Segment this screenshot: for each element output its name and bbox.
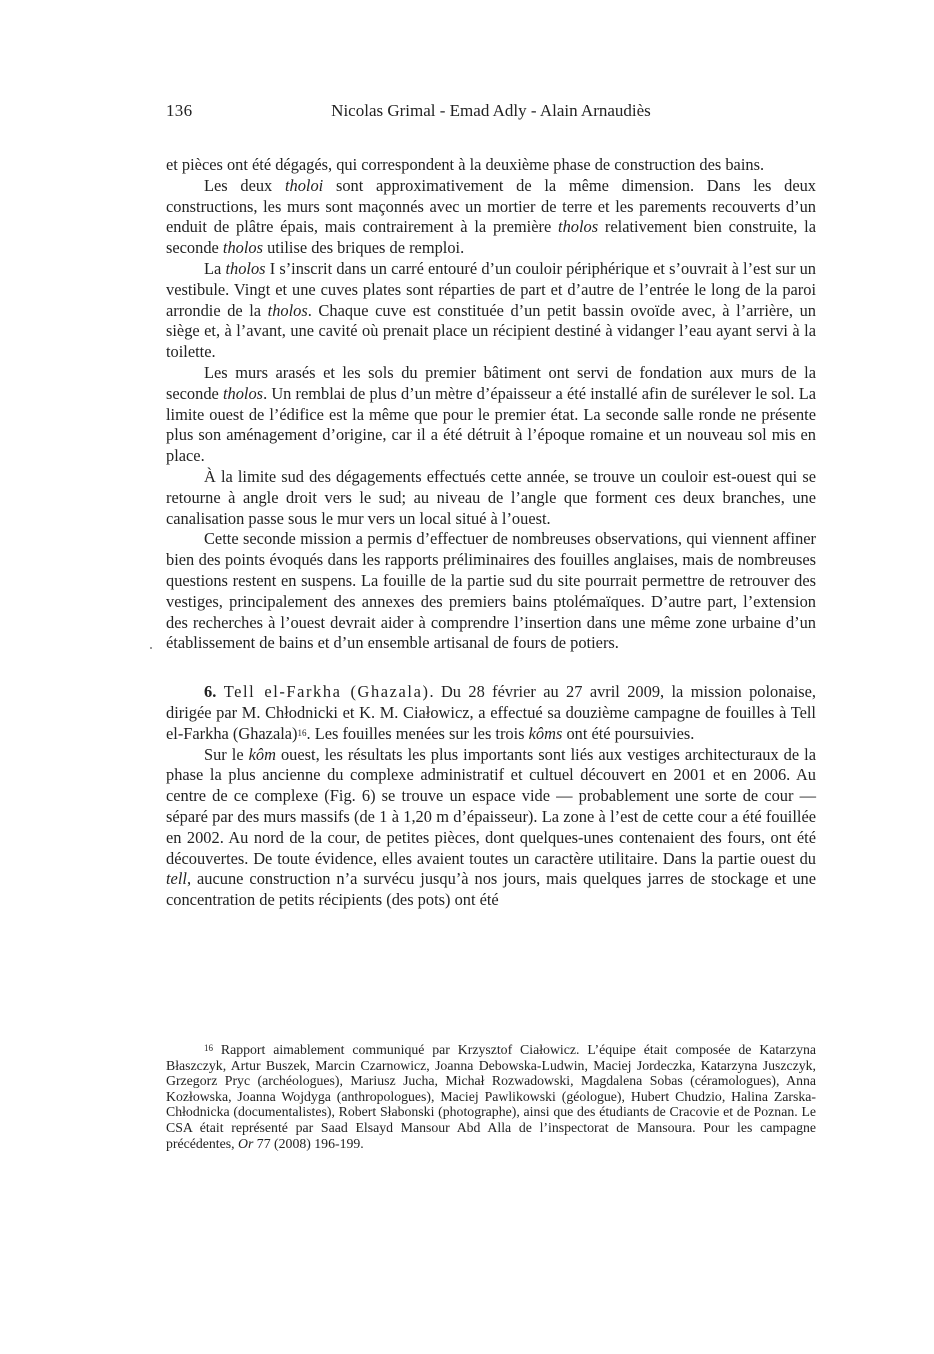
footnote-16: $^{16}$ Rapport aimablement communiqué par Krzysztof Ciałowicz. L’équipe était composée de Katarzyna Błaszczyk, Artur Buszek, Marcin Czarnowicz, Joanna Debowska-Ludwin, Maciej Jordeczka, Katarzyna Juszczyk, Grzegorz Pryc (archéologues), Mariusz Jucha, Michał Rozwadowski, Magdalena Sobas (céramologues), Anna Kozłowska, Joanna Wojdyga (anthropologues), Maciej Pawlikowski (géologue), Hubert Chudzio, Halina Zarska-Chłodnicka (documentalistes), Robert Słabonski (photographe), ainsi que des étudiants de Cracovie et de Poznan. Le CSA était représenté par Saad Elsayd Mansour Abd Alla de l’inspectorat de Mansoura. Pour les campagne précédentes, Or 77 (2008) 196-199. [166, 1042, 816, 1151]
section-heading: Tell el-Farkha (Ghazala) [223, 682, 430, 702]
footnote-reference[interactable]: 16 [297, 727, 307, 738]
paragraph-south-limit: À la limite sud des dégagements effectués cette année, se trouve un couloir est-ouest qui se retourne à angle droit vers le sud; au niveau de l’angle que forment ces deux branches, une canalisation passe sous le mur vers un local situé à l’ouest. [166, 466, 816, 528]
section-spacer [166, 654, 816, 682]
running-title: Nicolas Grimal - Emad Adly - Alain Arnaudiès [331, 101, 651, 120]
footnote-number: 16 [204, 1043, 213, 1053]
page-header [166, 101, 816, 127]
paragraph-tholoi: Les deux tholoi sont approximativement de la même dimension. Dans les deux constructions, les murs sont maçonnés avec un mortier de terre et les parements recouverts d’un enduit de plâtre épais, mais contrairement à la première tholos relativement bien construite, la seconde tholos utilise des briques de remploi. [166, 175, 816, 258]
paragraph-continuation: et pièces ont été dégagés, qui correspondent à la deuxième phase de construction des bains. [166, 155, 765, 174]
paragraph-tholos-1: La tholos I s’inscrit dans un carré entouré d’un couloir périphérique et s’ouvrait à l’est sur un vestibule. Vingt et une cuves plates sont réparties de part et d’autre de l’entrée le long de la paroi arrondie de la tholos. Chaque cuve est constituée d’un petit bassin ovoïde avec, à l’arrière, un siège et, à l’avant, une cavité où prenait place un récipient destiné à vidanger l’eau ayant servi à la toilette. [166, 258, 817, 362]
paragraph-conclusion: Cette seconde mission a permis d’effectuer de nombreuses observations, qui viennent affiner bien des points évoqués dans les rapports préliminaires des fouilles anglaises, mais de nombreuses questions restent en suspens. La fouille de la partie sud du site pourrait permettre de retrouver des vestiges, principalement des annexes des premiers bains ptolémaïques. D’autre part, l’extension des recherches à l’ouest devrait aider à comprendre l’insertion dans une même zone urbaine d’un établissement de bains et d’un ensemble artisanal de fours de potiers. [166, 529, 816, 653]
paragraph-west-kom: Sur le kôm ouest, les résultats les plus importants sont liés aux vestiges architecturaux de la phase la plus ancienne du complexe administratif et cultuel découvert en 2001 et en 2006. Au centre de ce complexe (Fig. 6) se trouve un espace vide — probablement une sorte de cour — séparé par des murs massifs (de 1 à 1,20 m d’épaisseur). La zone à l’est de cette cour a été fouillée en 2002. Au nord de la cour, de petites pièces, dont quelques-unes contenaient des fours, ont été découvertes. De toute évidence, elles avaient toutes un caractère utilitaire. Dans la partie ouest du tell, aucune construction n’a survécu jusqu’à nos jours, mais quelques jarres de stockage et une concentration de petits récipients (des pots) ont été [166, 744, 817, 910]
page-number: 136 [166, 101, 193, 120]
section-number: 6. [204, 682, 217, 702]
margin-mark [150, 647, 152, 649]
footnotes [166, 1042, 816, 1151]
paragraph-walls: Les murs arasés et les sols du premier bâtiment ont servi de fondation aux murs de la seconde tholos. Un remblai de plus d’un mètre d’épaisseur a été installé afin de surélever le sol. La limite ouest de l’édifice est la même que pour le premier état. La seconde salle ronde ne présente plus son aménagement d’origine, car il a été détruit à l’époque romaine et un nouveau sol mis en place. [166, 362, 817, 466]
section-6-intro: 6. Tell el-Farkha (Ghazala). Du 28 février au 27 avril 2009, la mission polonaise, dirigée par M. Chłodnicki et K. M. Ciałowicz, a effectué sa douzième campagne de fouilles à Tell el-Farkha (Ghazala)$^{16}$. Les fouilles menées sur les trois kôms ont été poursuivies. [166, 682, 816, 743]
body-text [166, 155, 816, 911]
